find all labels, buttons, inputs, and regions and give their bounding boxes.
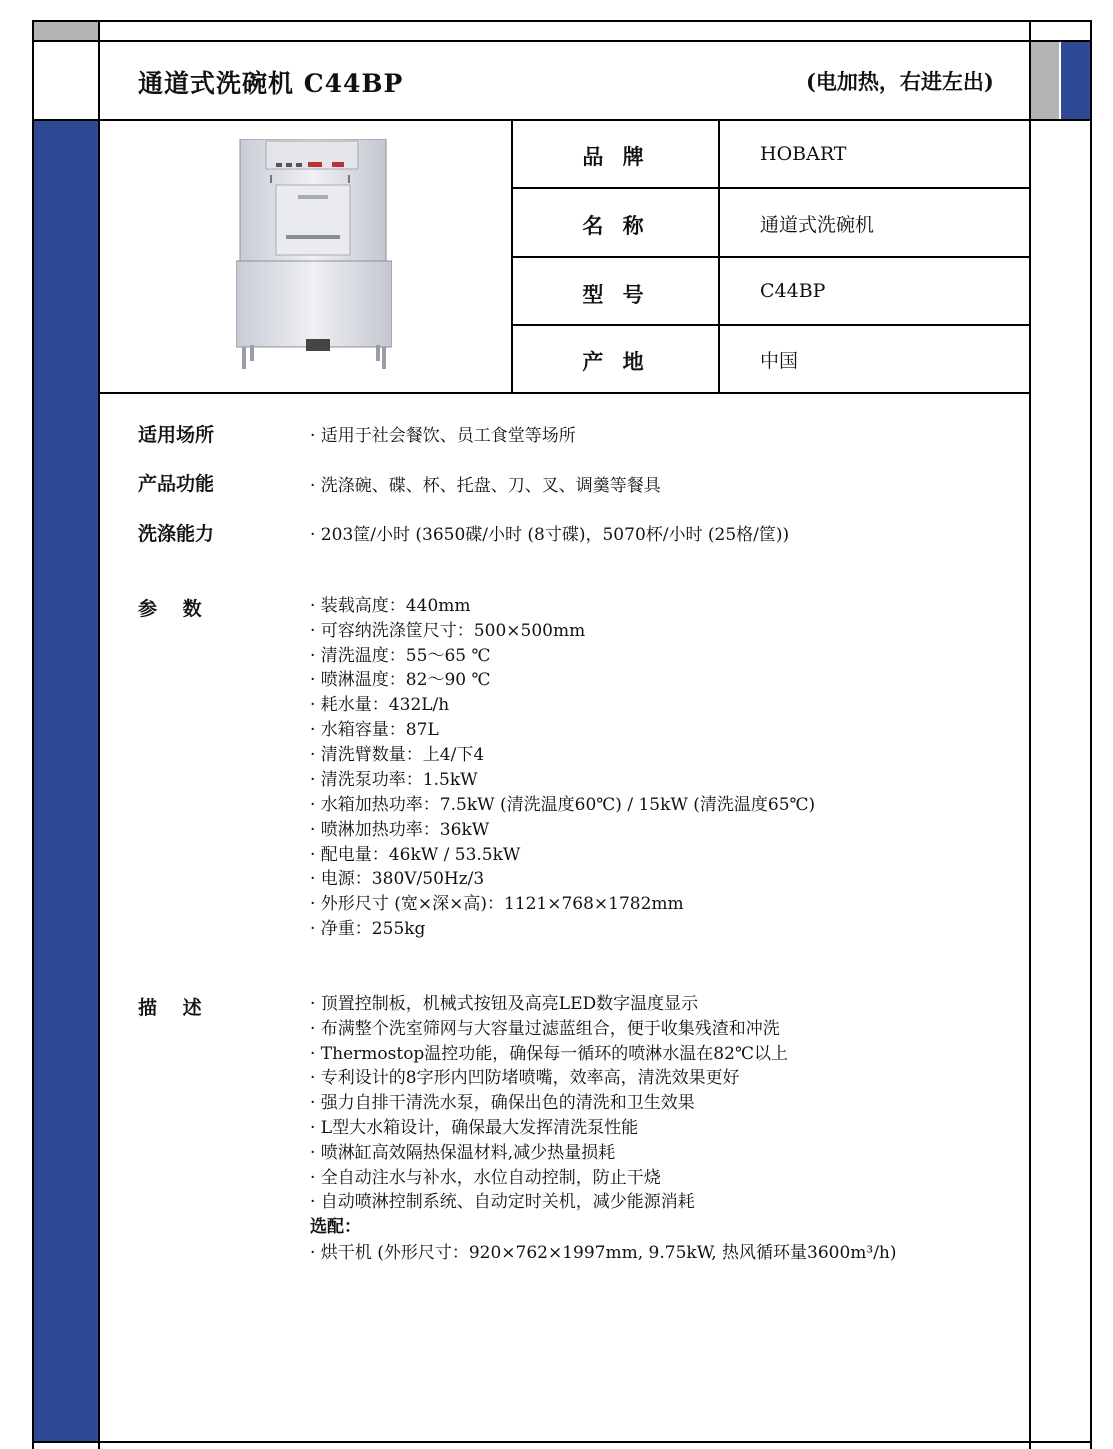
function-label: 产品功能 [138,473,215,495]
parameter-line: · 配电量：46kW / 53.5kW [310,845,521,865]
parameter-line: · 喷淋温度：82～90 ℃ [310,670,491,690]
parameter-line: · 清洗臂数量：上4/下4 [310,745,485,765]
parameter-line: · 装载高度：440mm [310,596,471,616]
capacity-text: · 203筐/小时 (3650碟/小时 (8寸碟)，5070杯/小时 (25格/筐)) [310,525,790,545]
parameters-label: 参 数 [138,598,202,620]
spec-value-name: 通道式洗碗机 [760,214,875,236]
function-text: · 洗涤碗、碟、杯、托盘、刀、叉、调羹等餐具 [310,476,661,496]
capacity-label: 洗涤能力 [138,523,215,545]
parameter-line: · 电源：380V/50Hz/3 [310,869,485,889]
description-line: · 布满整个洗室筛网与大容量过滤蓝组合，便于收集残渣和冲洗 [310,1019,780,1039]
description-line: · 自动喷淋控制系统、自动定时关机，减少能源消耗 [310,1192,695,1212]
parameter-line: · 清洗泵功率：1.5kW [310,770,478,790]
parameter-line: · 外形尺寸 (宽×深×高)：1121×768×1782mm [310,894,684,914]
frame-line [32,20,1092,22]
parameter-line: · 喷淋加热功率：36kW [310,820,490,840]
frame-line [1029,20,1031,1449]
description-label: 描 述 [138,997,202,1019]
description-line: · 专利设计的8字形内凹防堵喷嘴，效率高，清洗效果更好 [310,1068,740,1088]
parameter-line: · 耗水量：432L/h [310,695,450,715]
spec-label-model: 型 号 [582,282,650,307]
description-line: · 喷淋缸高效隔热保温材料,减少热量损耗 [310,1143,616,1163]
page-title: 通道式洗碗机 C44BP [138,69,404,98]
parameter-line: · 水箱加热功率：7.5kW (清洗温度60℃) / 15kW (清洗温度65℃) [310,795,816,815]
spec-value-model: C44BP [760,280,826,302]
spec-value-origin: 中国 [760,350,799,372]
dishwasher-machine-icon [236,139,392,371]
description-line: · 强力自排干清洗水泵，确保出色的清洗和卫生效果 [310,1093,695,1113]
usage-text: · 适用于社会餐饮、员工食堂等场所 [310,426,576,446]
parameter-line: · 净重：255kg [310,919,426,939]
description-line: · Thermostop温控功能，确保每一循环的喷淋水温在82℃以上 [310,1044,788,1064]
frame-line [32,40,1092,42]
parameter-line: · 可容纳洗涤筐尺寸：500×500mm [310,621,586,641]
spec-table-line [511,256,1031,258]
frame-line [1090,20,1092,1449]
spec-table-line [511,324,1031,326]
frame-line [98,392,1031,394]
spec-label-origin: 产 地 [582,349,650,374]
top-left-gray-block [34,21,98,40]
options-label: 选配： [310,1217,361,1237]
frame-line [32,1441,1092,1443]
options-line: · 烘干机 (外形尺寸：920×762×1997mm, 9.75kW, 热风循环量3600m³/h) [310,1243,897,1263]
page-subtitle: (电加热，右进左出) [806,69,994,94]
description-line: · 顶置控制板，机械式按钮及高亮LED数字温度显示 [310,994,699,1014]
right-gray-block [1031,42,1059,119]
spec-table-line [511,187,1031,189]
product-image [236,139,392,371]
usage-label: 适用场所 [138,424,215,446]
description-line: · L型大水箱设计，确保最大发挥清洗泵性能 [310,1118,639,1138]
parameter-line: · 清洗温度：55～65 ℃ [310,646,491,666]
description-line: · 全自动注水与补水，水位自动控制，防止干烧 [310,1168,661,1188]
frame-line [98,20,100,1449]
spec-label-brand: 品 牌 [582,144,650,169]
parameter-line: · 水箱容量：87L [310,720,439,740]
left-blue-bar [34,121,98,1441]
spec-value-brand: HOBART [760,143,847,165]
frame-line [32,119,1092,121]
spec-label-name: 名 称 [582,213,650,238]
right-blue-bar [1061,42,1090,119]
frame-line [32,20,34,1449]
